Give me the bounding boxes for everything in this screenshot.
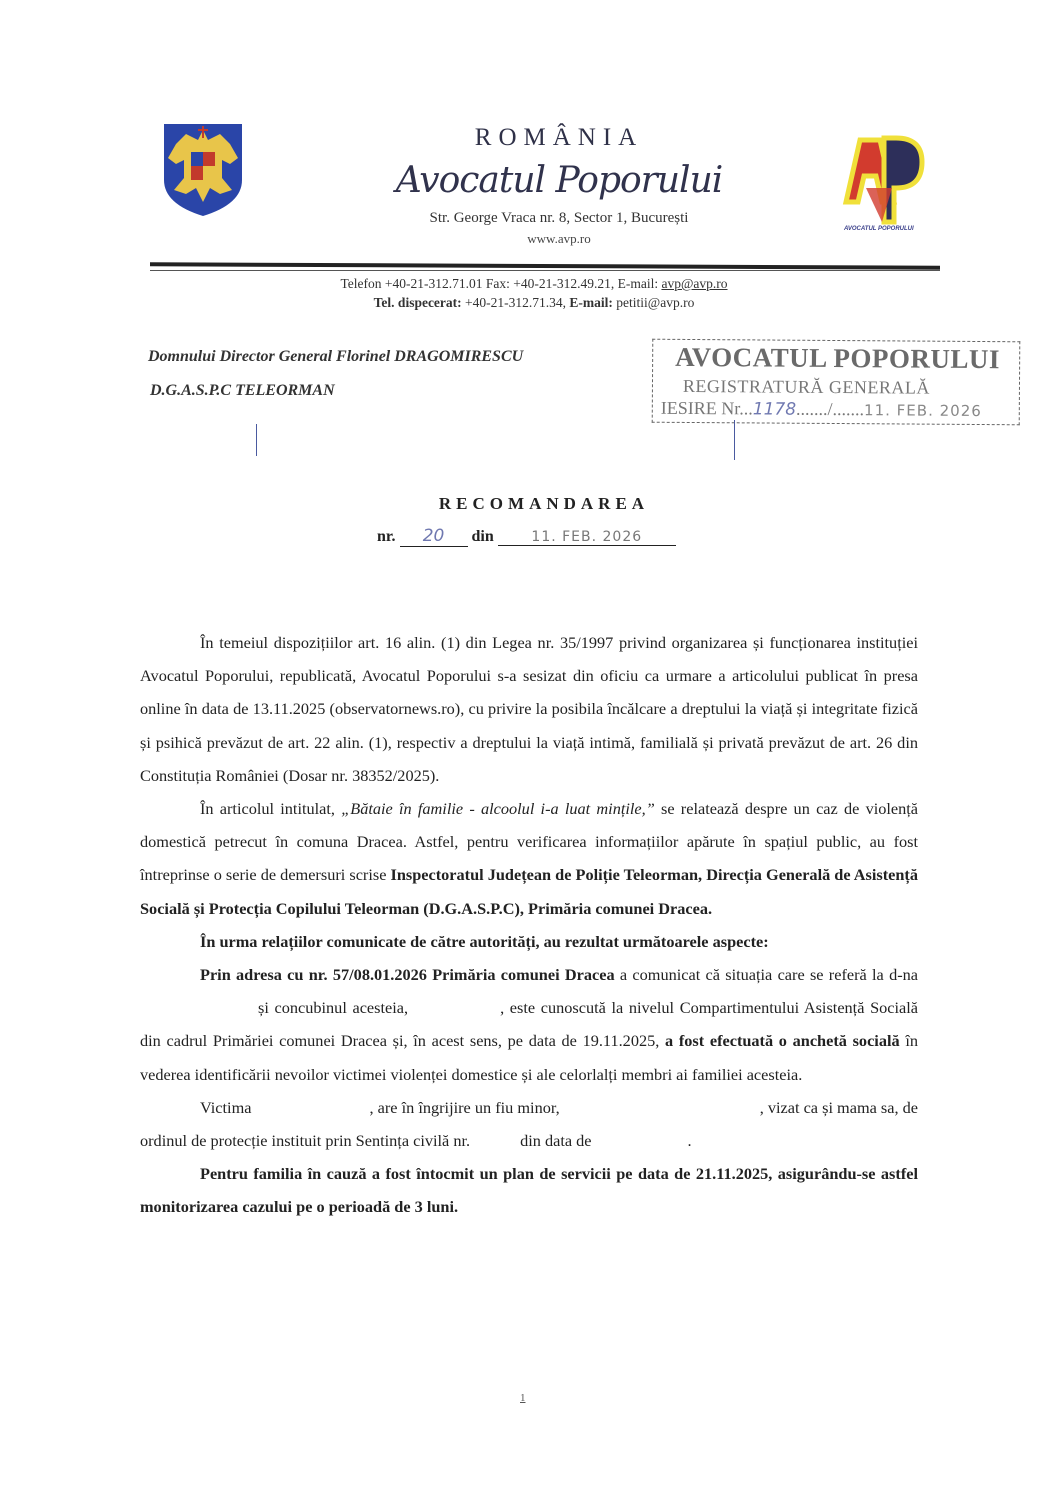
paragraph-findings-intro: În urma relațiilor comunicate de către autorități, au rezultat următoarele aspecte: <box>200 931 769 951</box>
paragraph-article: În articolul intitulat, „Bătaie în familie - alcoolul i-a luat mințile,” se relatează despre un caz de violență domestică petrecut în comuna Dracea. Astfel, pentru verificarea informațiilor apărute în spațiul public, au fost întreprinse o serie de demersuri scrise Inspectoratul Județean de Poliție Teleorman, Direcția Generală de Asistență Socială și Protecția Copilului Teleorman (D.G.A.S.P.C), Primăria comunei Dracea. <box>140 799 919 918</box>
stamp-date: 11. FEB. 2026 <box>864 401 982 421</box>
paragraph-service-plan: Pentru familia în cauză a fost întocmit un plan de servicii pe data de 21.11.2025, asigurându-se astfel monitorizarea cazului pe o perioadă de 3 luni. <box>140 1164 918 1217</box>
document-number: 20 <box>400 526 468 547</box>
paragraph-legal-basis: În temeiul dispozițiilor art. 16 alin. (1) din Legea nr. 35/1997 privind organizarea și funcționarea instituției Avocatul Poporului, republicată, Avocatul Poporului s-a sesizat din oficiu ca urmare a articolului publicat în presa online în data de 13.11.2025 (observatornews.ro), cu privire la posibila încălcare a dreptului la viață și integritate fizică și psihică prevăzut de art. 22 alin. (1), respectiv a dreptului la viață intimă, familială și privată prevăzut de art. 26 din Constituția României (Dosar nr. 38352/2025). <box>140 633 918 785</box>
dispatcher-phone: +40-21-312.71.34, <box>465 295 567 310</box>
institution-name: Avocatul Poporului <box>395 160 723 201</box>
page-number: 1 <box>520 1392 526 1404</box>
nr-label: nr. <box>377 528 396 545</box>
logo-caption: AVOCATUL POPORULUI <box>844 226 914 232</box>
petition-email[interactable]: petitii@avp.ro <box>616 295 695 310</box>
stamp-separator: / <box>827 398 833 419</box>
stamp-number: 1178 <box>752 399 797 420</box>
email-label: E-mail: <box>617 276 659 291</box>
institution-address: Str. George Vraca nr. 8, Sector 1, București <box>429 210 689 226</box>
stamp-title: AVOCATUL POPORULUI <box>675 341 1001 375</box>
paragraph-town-hall: Prin adresa cu nr. 57/08.01.2026 Primăria comunei Dracea a comunicat că situația care se referă la d-nași concubinul acesteia, , este cunoscută la nivelul Compartimentului Asistență Socială din cadrul Primăriei comunei Dracea și, în acest sens, pe data de 19.11.2025, a fost efectuată o anchetă socială în vederea identificării nevoilor victimei violenței domestice și ale celorlalți membri ai familiei acesteia. <box>140 965 919 1084</box>
stamp-registry-line: IESIRE Nr...1178......./.......11. FEB. 2026 <box>660 397 982 421</box>
paragraph-victim: Victima , are în îngrijire un fiu minor, , vizat ca și mama sa, de ordinul de protecție instituit prin Sentința civilă nr. din data de . <box>140 1097 918 1151</box>
document-body <box>140 626 918 1224</box>
document-date: 11. FEB. 2026 <box>498 529 676 546</box>
header-divider <box>150 262 940 269</box>
contact-line-2 <box>0 295 1058 311</box>
phone: Telefon +40-21-312.71.01 <box>340 276 483 291</box>
dispatcher-label: Tel. dispecerat: <box>373 295 462 310</box>
email-link[interactable]: avp@avp.ro <box>661 276 728 291</box>
email-label: E-mail: <box>569 295 613 310</box>
addressee-name: Domnului Director General Florinel DRAGOMIRESCU <box>148 348 524 365</box>
country-heading: ROMÂNIA <box>474 124 644 151</box>
din-label: din <box>471 528 494 545</box>
stamp-label: IESIRE Nr. <box>660 397 744 419</box>
document-number-line <box>377 526 676 547</box>
contact-line-1 <box>0 276 1058 292</box>
addressee-institution: D.G.A.S.P.C TELEORMAN <box>150 382 335 399</box>
header-divider-thin <box>150 270 940 271</box>
registry-stamp <box>652 339 1021 426</box>
pen-mark <box>256 424 257 456</box>
article-title: „Bătaie în familie - alcoolul i-a luat mințile,” <box>341 799 655 819</box>
fax: Fax: +40-21-312.49.21, <box>485 276 615 291</box>
institution-website[interactable]: www.avp.ro <box>527 231 591 246</box>
stamp-subtitle: REGISTRATURĂ GENERALĂ <box>682 375 931 398</box>
document-title: RECOMANDAREA <box>438 494 650 513</box>
authorities-list: Inspectoratul Județean de Poliție Teleorman, Direcția Generală de Asistență Socială și Protecția Copilului Teleorman (D.G.A.S.P.C), Primăria comunei Dracea. <box>140 865 918 918</box>
pen-mark <box>734 420 735 460</box>
